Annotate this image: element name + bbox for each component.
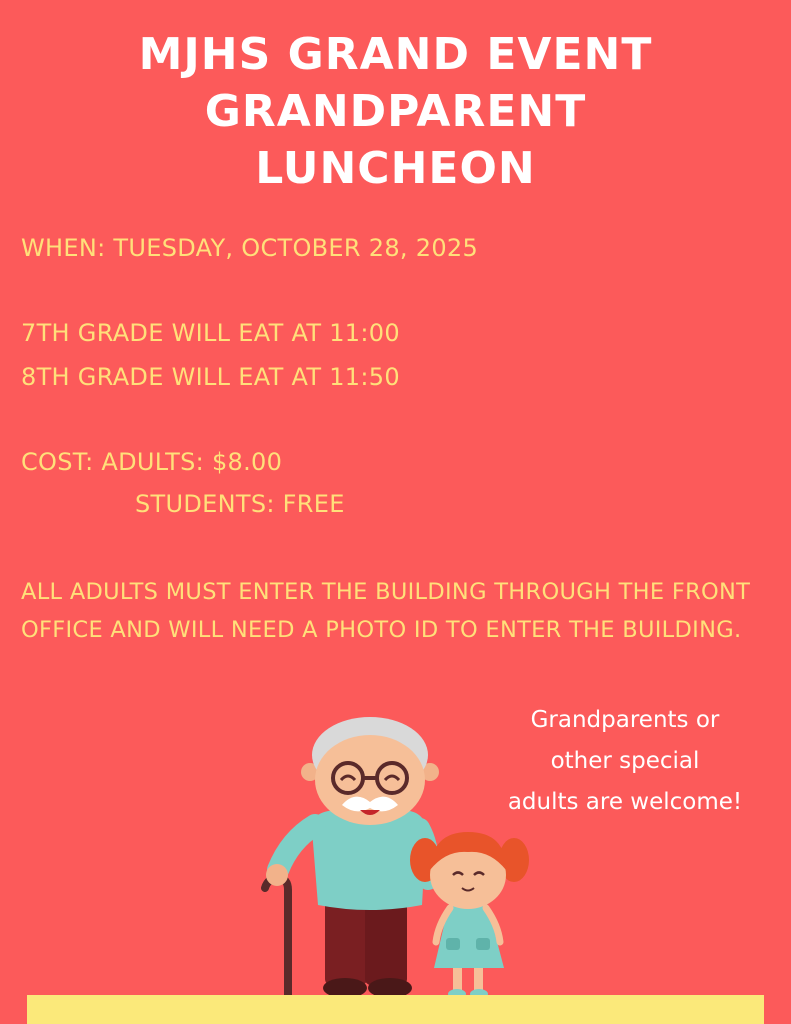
welcome-line-2: other special	[550, 748, 700, 774]
title-line-2: GRANDPARENT	[204, 86, 587, 137]
title-line-1: MJHS GRAND EVENT	[138, 29, 653, 80]
event-title	[0, 26, 791, 197]
cane-icon	[265, 878, 288, 1000]
grandfather-and-granddaughter-illustration	[250, 710, 550, 1000]
welcome-line-1: Grandparents or	[530, 707, 720, 733]
title-line-3: LUNCHEON	[255, 143, 536, 194]
cost-adults: COST: ADULTS: $8.00	[21, 448, 283, 476]
welcome-line-3: adults are welcome!	[507, 789, 743, 815]
cost-students: STUDENTS: FREE	[135, 490, 345, 518]
entry-notice: ALL ADULTS MUST ENTER THE BUILDING THROUGH THE FRONT OFFICE AND WILL NEED A PHOTO ID TO ENTER THE BUILDING.	[21, 579, 751, 643]
eighth-grade-time: 8TH GRADE WILL EAT AT 11:50	[21, 363, 400, 391]
granddaughter-figure	[410, 832, 529, 999]
seventh-grade-time: 7TH GRADE WILL EAT AT 11:00	[21, 319, 400, 347]
event-date: WHEN: TUESDAY, OCTOBER 28, 2025	[21, 234, 479, 262]
ground-strip	[27, 995, 764, 1024]
